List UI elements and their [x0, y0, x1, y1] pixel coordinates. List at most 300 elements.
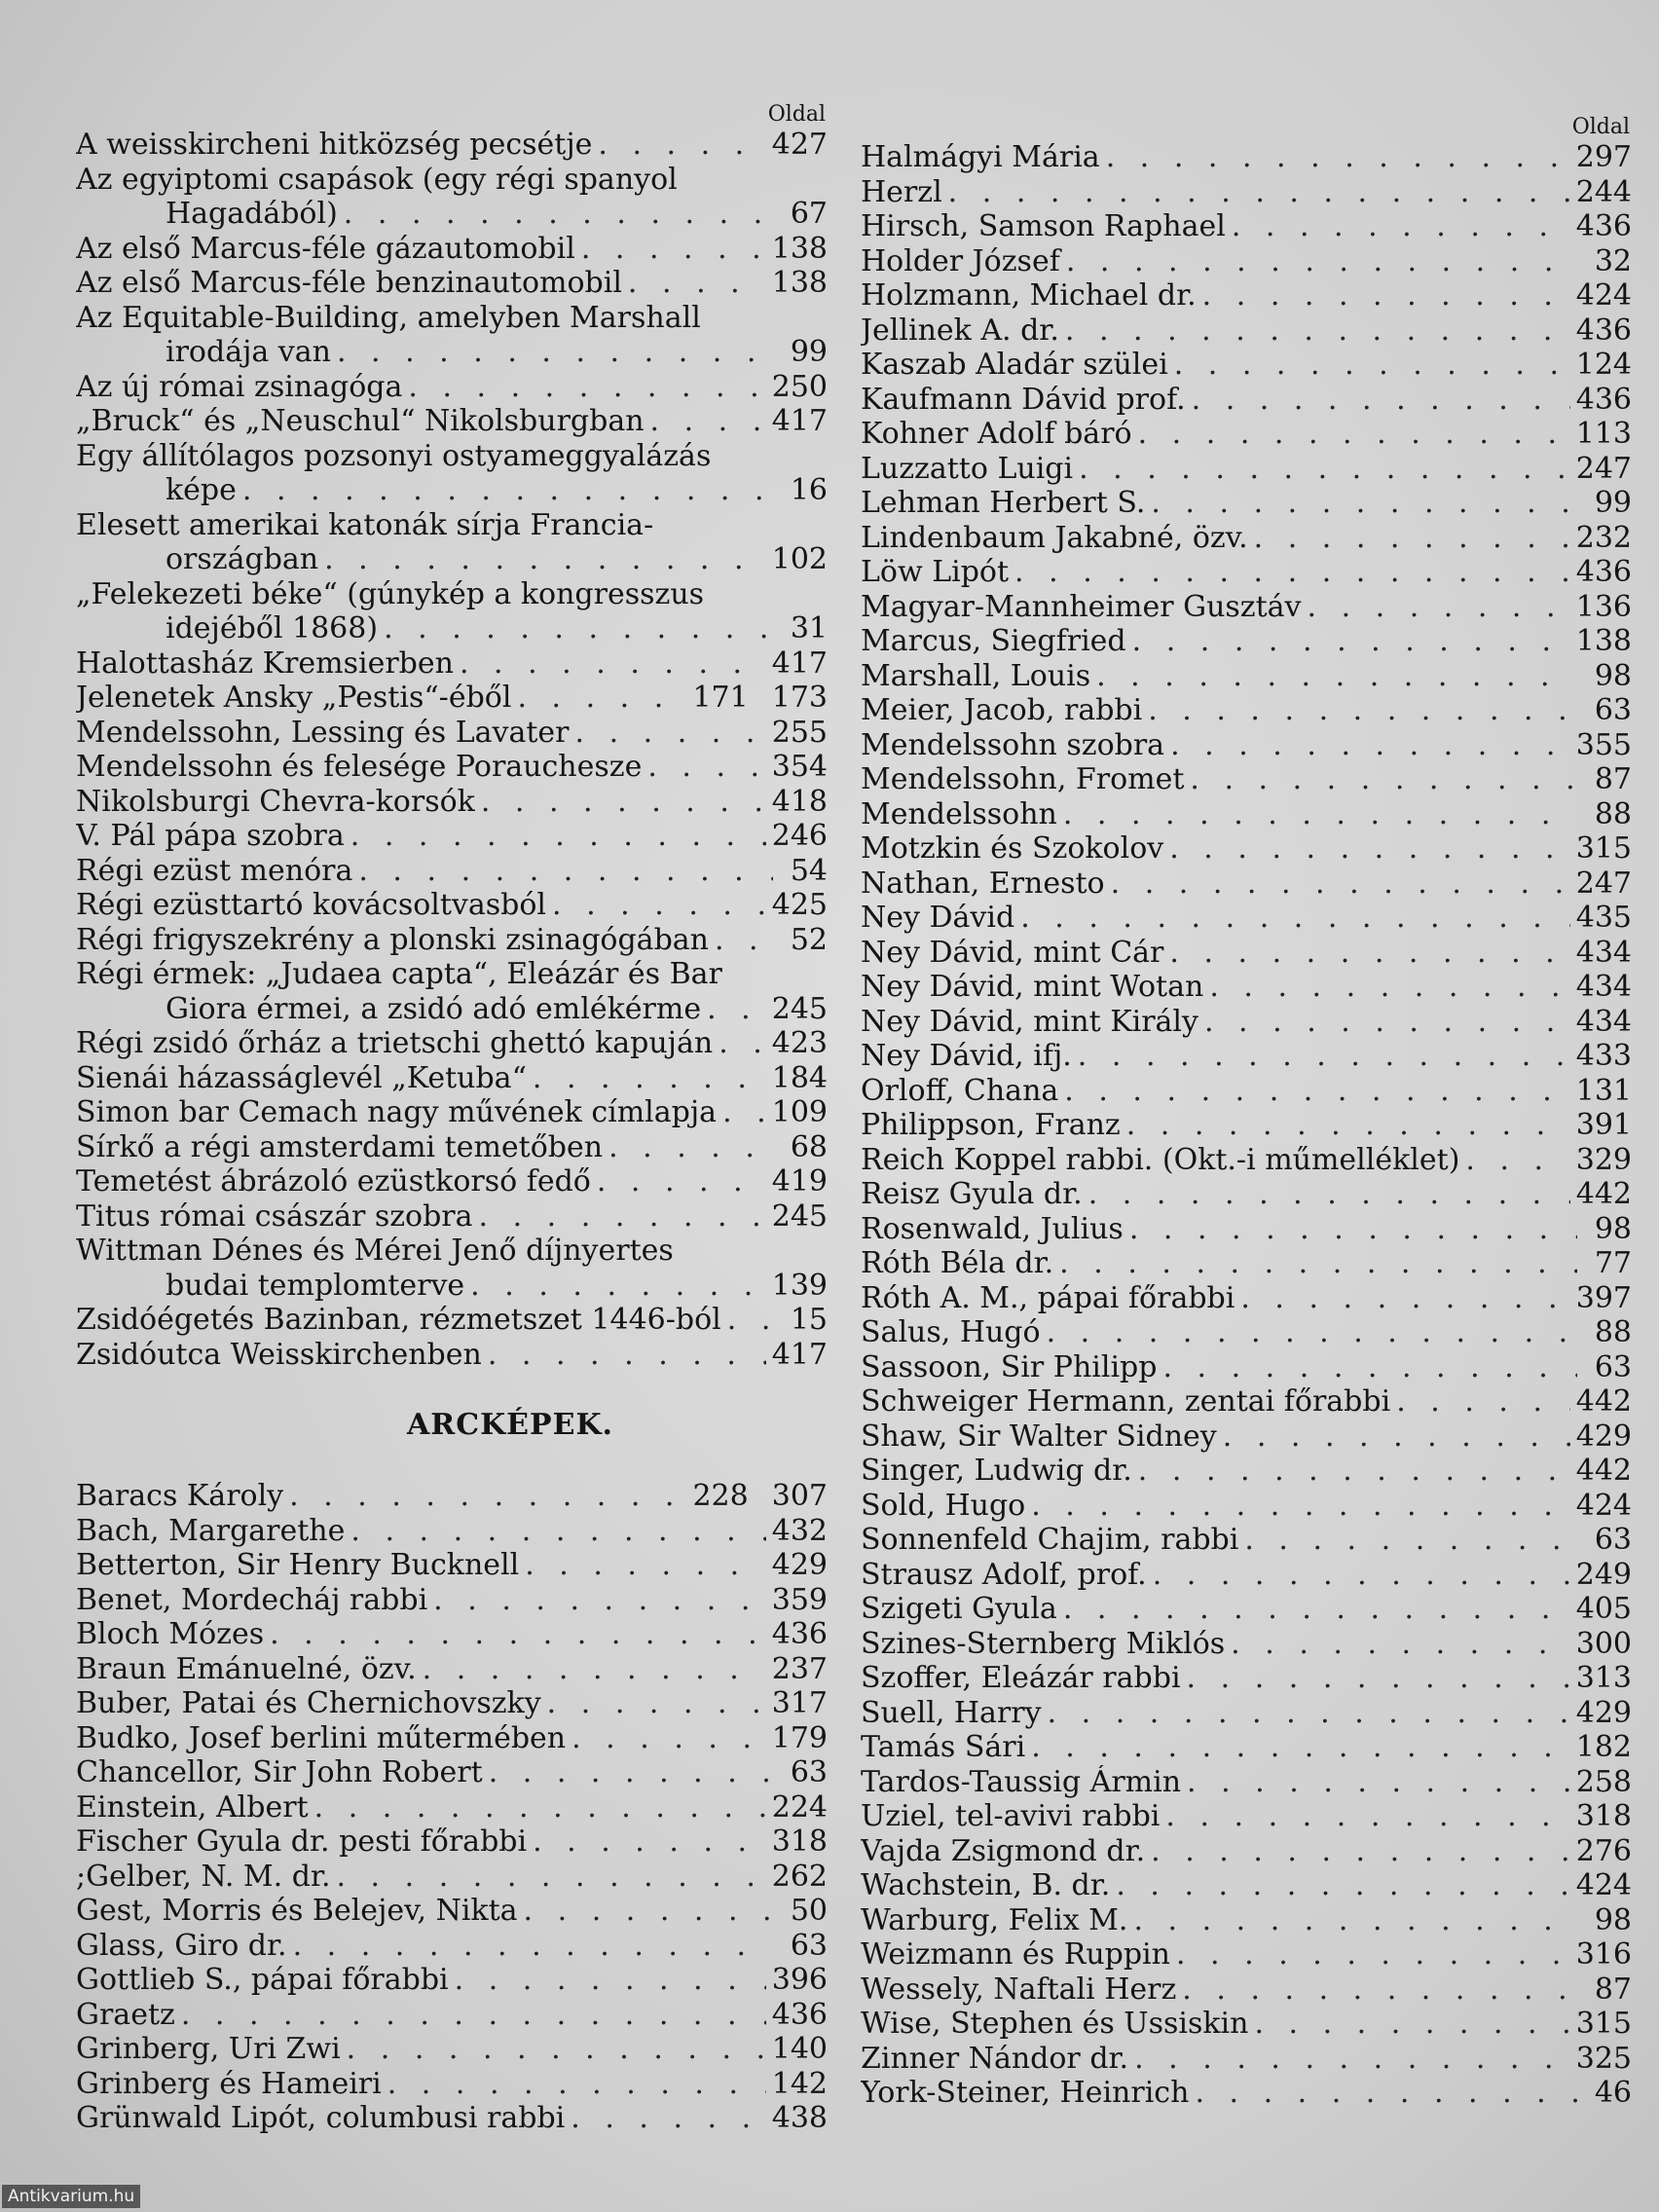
dot-leader: [1126, 1108, 1570, 1143]
entry-title: Buber, Patai és Chernichovszky: [76, 1686, 541, 1720]
entry-page: 429: [1575, 1695, 1632, 1730]
index-entry: [861, 383, 1632, 418]
entry-title: Hagadából): [166, 197, 338, 231]
dot-leader: [1176, 1937, 1570, 1972]
entry-title: Jelenetek Ansky „Pestis“-éből: [76, 681, 512, 715]
index-entry: [861, 1592, 1632, 1627]
entry-page: 136: [1575, 589, 1632, 624]
entry-page: 436: [1575, 209, 1632, 243]
index-entry: [76, 1755, 828, 1790]
index-entry: [76, 1061, 828, 1096]
entry-title: Az első Marcus-féle benzinautomobil: [76, 266, 622, 300]
entry-title: Einstein, Albert: [76, 1789, 309, 1825]
entry-title: Schweiger Hermann, zentai főrabbi: [861, 1384, 1391, 1419]
index-entry: [861, 693, 1632, 728]
entry-page: 316: [1575, 1937, 1632, 1972]
entry-page: 139: [771, 1268, 828, 1303]
entry-title: Mendelssohn szobra: [861, 727, 1165, 762]
entry-title: Mendelssohn: [861, 796, 1057, 831]
entry-page: 315: [1575, 2007, 1632, 2041]
index-entry: [861, 1696, 1632, 1731]
entry-page: 142: [771, 2066, 828, 2101]
entry-page: 442: [1575, 1454, 1632, 1488]
index-entry: [861, 659, 1632, 694]
entry-page-secondary: 171: [692, 681, 749, 715]
dot-leader: [1170, 728, 1570, 763]
dot-leader: [1187, 1661, 1570, 1696]
entry-page: 417: [771, 645, 828, 681]
entry-title: Shaw, Sir Walter Sidney: [861, 1419, 1217, 1454]
dot-leader: [1059, 1246, 1577, 1281]
entry-title: idejéből 1868): [166, 611, 379, 645]
dot-leader: [1148, 693, 1577, 728]
dot-leader: [1096, 659, 1577, 694]
entry-title: Singer, Ludwig dr.: [861, 1454, 1132, 1488]
entry-page: 397: [1575, 1280, 1632, 1315]
entry-title: „Bruck“ és „Neuschul“ Nikolsburgban: [76, 404, 645, 438]
entry-title: Egy állítólagos pozsonyi ostyameggyalázás: [76, 438, 712, 473]
entry-title: Sold, Hugo: [861, 1488, 1026, 1523]
dot-leader: [552, 888, 766, 923]
entry-page: 307: [771, 1479, 828, 1513]
entry-title: Gest, Morris és Belejev, Nikta: [76, 1894, 518, 1928]
index-entry: [76, 1338, 828, 1373]
entry-page: 99: [1594, 486, 1632, 520]
entry-page: 436: [1575, 313, 1632, 348]
page-column-header: Oldal: [767, 102, 826, 127]
entry-title: Betterton, Sir Henry Bucknell: [76, 1548, 520, 1582]
section-title: ARCKÉPEK.: [407, 1408, 613, 1442]
index-entry: [861, 1834, 1632, 1869]
dot-leader: [289, 1479, 681, 1514]
dot-leader: [1244, 1523, 1577, 1558]
dot-leader: [1151, 1834, 1570, 1869]
entry-page: 432: [771, 1513, 828, 1548]
index-entry: [861, 624, 1632, 659]
dot-leader: [1031, 1489, 1570, 1524]
entry-page: 354: [771, 750, 828, 784]
index-entry: [76, 2032, 828, 2067]
entry-title: Löw Lipót: [861, 555, 1010, 589]
index-entry: [76, 1095, 828, 1130]
entry-title: Halottasház Kremsierben: [76, 645, 454, 681]
entry-title: Ney Dávid: [861, 901, 1015, 935]
entry-page: 63: [1594, 1349, 1632, 1384]
portrait-list-continued: [861, 140, 1632, 2111]
entry-page: 359: [771, 1582, 828, 1617]
dot-leader: [350, 819, 766, 854]
index-entry: [861, 728, 1632, 763]
dot-leader: [481, 785, 766, 820]
index-entry: [861, 452, 1632, 487]
dot-leader: [1465, 1143, 1569, 1178]
dot-leader: [1129, 1212, 1577, 1247]
index-entry: [76, 542, 828, 577]
entry-page: 318: [1575, 1799, 1632, 1833]
entry-page: 250: [771, 369, 828, 404]
index-entry: [861, 1627, 1632, 1662]
dot-leader: [571, 2101, 765, 2136]
dot-leader: [242, 473, 773, 508]
entry-page: 173: [771, 681, 828, 715]
dot-leader: [387, 2067, 766, 2102]
entry-page: 63: [1594, 1523, 1632, 1557]
entry-title: Chancellor, Sir John Robert: [76, 1755, 483, 1789]
index-entry: [76, 232, 828, 267]
entry-page: 434: [1575, 1004, 1632, 1039]
entry-title: Zsidóutca Weisskirchenben: [76, 1337, 482, 1372]
index-entry: [861, 1281, 1632, 1316]
dot-leader: [1204, 1005, 1570, 1040]
entry-title: Salus, Hugó: [861, 1315, 1041, 1349]
entry-title: ;Gelber, N. M. dr.: [76, 1859, 331, 1894]
index-entry: [861, 1350, 1632, 1385]
entry-page: 232: [1575, 520, 1632, 555]
entry-title: Baracs Károly: [76, 1479, 284, 1513]
index-entry: [76, 750, 828, 785]
entry-page: 88: [1594, 1315, 1632, 1349]
index-entry: [76, 301, 828, 336]
entry-page: 436: [771, 1997, 828, 2032]
index-entry: [76, 1026, 828, 1061]
index-entry: [861, 1903, 1632, 1938]
entry-title: Régi zsidó őrház a trietschi ghettó kapuján: [76, 1026, 714, 1060]
dot-leader: [270, 1617, 766, 1652]
entry-page: 436: [1575, 555, 1632, 589]
dot-leader: [1308, 590, 1570, 625]
entry-title: Róth Béla dr.: [861, 1246, 1054, 1280]
dot-leader: [525, 1548, 766, 1583]
entry-title: Tardos-Taussig Ármin: [861, 1764, 1182, 1799]
entry-title: irodája van: [166, 335, 331, 369]
dot-leader: [1134, 2042, 1570, 2077]
index-entry: [861, 417, 1632, 452]
entry-title: Meier, Jacob, rabbi: [861, 693, 1143, 727]
entry-title: Zinner Nándor dr.: [861, 2041, 1129, 2076]
portrait-list: [76, 1479, 828, 2136]
entry-page: 249: [1575, 1557, 1632, 1592]
entry-title: Grinberg és Hameiri: [76, 2066, 382, 2101]
entry-page: 87: [1594, 762, 1632, 796]
entry-title: Suell, Harry: [861, 1695, 1042, 1730]
dot-leader: [1116, 1868, 1569, 1903]
watermark: Antikvarium.hu: [2, 2185, 140, 2208]
entry-page: 113: [1575, 417, 1632, 451]
dot-leader: [533, 1061, 766, 1096]
index-entry: [76, 577, 828, 612]
index-entry: [861, 521, 1632, 556]
index-entry: [76, 1860, 828, 1895]
dot-leader: [433, 1583, 766, 1618]
index-entry: [76, 1617, 828, 1652]
index-entry: [76, 1234, 828, 1269]
dot-leader: [581, 232, 766, 267]
dot-leader: [470, 1269, 766, 1304]
entry-title: Wittman Dénes és Mérei Jenő díjnyertes: [76, 1234, 674, 1268]
dot-leader: [347, 2032, 766, 2067]
dot-leader: [1174, 348, 1570, 383]
entry-page: 245: [771, 991, 828, 1026]
entry-page: 442: [1575, 1177, 1632, 1211]
entry-page: 245: [771, 1198, 828, 1234]
dot-leader: [460, 646, 766, 682]
dot-leader: [1187, 1765, 1570, 1800]
entry-title: Ney Dávid, ifj.: [861, 1039, 1072, 1073]
dot-leader: [358, 854, 773, 889]
entry-page: 88: [1594, 796, 1632, 831]
entry-title: Budko, Josef berlini műtermében: [76, 1720, 567, 1755]
dot-leader: [722, 1095, 766, 1130]
index-entry: [76, 1686, 828, 1721]
entry-page: 434: [1575, 935, 1632, 970]
entry-page: 140: [771, 2032, 828, 2066]
index-entry: [76, 370, 828, 405]
dot-leader: [324, 542, 766, 577]
entry-title: Marcus, Siegfried: [861, 624, 1126, 658]
dot-leader: [533, 1825, 766, 1860]
index-entry: [76, 508, 828, 543]
entry-title: Régi érmek: „Judaea capta“, Eleázár és Bar: [76, 957, 722, 991]
entry-page: 87: [1594, 1972, 1632, 2007]
entry-title: Az Equitable-Building, amelyben Marshall: [76, 300, 701, 335]
entry-page: 124: [1575, 348, 1632, 382]
entry-title: Marshall, Louis: [861, 658, 1091, 693]
index-entry: [861, 175, 1632, 210]
dot-leader: [423, 1652, 766, 1687]
dot-leader: [489, 1755, 773, 1790]
index-entry: [861, 1246, 1632, 1281]
dot-leader: [1066, 244, 1577, 279]
entry-title: Rosenwald, Julius: [861, 1211, 1124, 1246]
entry-title: Róth A. M., pápai főrabbi: [861, 1280, 1235, 1315]
index-entry: [861, 209, 1632, 244]
entry-page: 32: [1594, 243, 1632, 278]
index-entry: [76, 1929, 828, 1964]
index-entry: [861, 1558, 1632, 1593]
index-entry: [76, 2067, 828, 2102]
dot-leader: [1088, 1177, 1570, 1212]
dot-leader: [1065, 313, 1570, 349]
dot-leader: [1232, 209, 1570, 244]
entry-title: Lehman Herbert S.: [861, 486, 1146, 520]
entry-title: Weizmann és Ruppin: [861, 1937, 1170, 1972]
dot-leader: [628, 266, 766, 301]
entry-page: 435: [1575, 901, 1632, 935]
entry-page: 405: [1575, 1592, 1632, 1626]
index-entry: [76, 197, 828, 232]
index-entry: [76, 1548, 828, 1583]
dot-leader: [293, 1929, 773, 1964]
index-entry: [76, 1199, 828, 1235]
entry-page: 429: [1575, 1419, 1632, 1454]
index-entry: [861, 936, 1632, 971]
entry-title: Grinberg, Uri Zwi: [76, 2032, 341, 2066]
entry-page: 138: [771, 266, 828, 300]
dot-leader: [1047, 1315, 1577, 1350]
entry-page: 63: [790, 1928, 828, 1963]
entry-title: Jellinek A. dr.: [861, 313, 1059, 348]
index-entry: [76, 1963, 828, 1998]
entry-title: Bloch Mózes: [76, 1617, 265, 1651]
index-entry: [861, 1074, 1632, 1109]
entry-page: 68: [790, 1129, 828, 1164]
dot-leader: [1133, 1903, 1577, 1938]
index-entry: [861, 348, 1632, 383]
entry-title: Fischer Gyula dr. pesti főrabbi: [76, 1825, 528, 1859]
entry-page: 247: [1575, 451, 1632, 486]
dot-leader: [1396, 1384, 1570, 1419]
dot-leader: [715, 923, 773, 958]
entry-page: 419: [771, 1164, 828, 1198]
entry-page: 355: [1575, 727, 1632, 762]
index-entry: [76, 1652, 828, 1687]
entry-title: Simon bar Cemach nagy művének címlapja: [76, 1095, 718, 1129]
dot-leader: [1209, 970, 1569, 1005]
index-entry: [861, 1108, 1632, 1143]
dot-leader: [727, 1303, 773, 1338]
entry-page: 63: [1594, 693, 1632, 727]
entry-title: Kaufmann Dávid prof.: [861, 382, 1186, 417]
dot-leader: [650, 404, 766, 439]
entry-title: Kohner Adolf báró: [861, 417, 1132, 451]
entry-title: Nikolsburgi Chevra-korsók: [76, 784, 475, 819]
entry-title: Wachstein, B. dr.: [861, 1868, 1111, 1902]
entry-title: Reisz Gyula dr.: [861, 1177, 1083, 1211]
dot-leader: [1231, 1627, 1570, 1662]
index-entry: [76, 1894, 828, 1929]
index-entry: [861, 2042, 1632, 2077]
index-entry: [76, 1479, 828, 1514]
entry-page: 396: [771, 1963, 828, 1997]
entry-title: Halmágyi Mária: [861, 140, 1100, 174]
entry-title: Giora érmei, a zsidó adó emlékérme: [166, 991, 702, 1026]
entry-title: Sonnenfeld Chajim, rabbi: [861, 1523, 1239, 1557]
entry-page: 31: [790, 611, 828, 645]
entry-title: Nathan, Ernesto: [861, 866, 1105, 901]
entry-title: Uziel, tel-avivi rabbi: [861, 1799, 1161, 1833]
index-entry: [861, 831, 1632, 866]
entry-page: 262: [771, 1859, 828, 1894]
entry-page: 109: [771, 1095, 828, 1129]
entry-page: 46: [1594, 2076, 1632, 2110]
entry-title: Az egyiptomi csapások (egy régi spanyol: [76, 162, 678, 197]
entry-title: Holzmann, Michael dr.: [861, 278, 1197, 313]
entry-title: Régi ezüst menóra: [76, 853, 353, 888]
entry-page: 300: [1575, 1626, 1632, 1661]
index-entry: [76, 266, 828, 301]
entry-title: Herzl: [861, 174, 942, 209]
index-entry: [76, 128, 828, 163]
entry-page: 184: [771, 1060, 828, 1095]
entry-title: Zsidóégetés Bazinban, rézmetszet 1446-ból: [76, 1303, 721, 1337]
index-entry: [861, 1765, 1632, 1800]
entry-title: Wise, Stephen és Ussiskin: [861, 2007, 1249, 2041]
index-entry: [861, 1454, 1632, 1489]
index-entry: [861, 555, 1632, 590]
index-entry: [76, 819, 828, 854]
index-entry: [76, 854, 828, 889]
entry-page: 417: [771, 404, 828, 438]
entry-page-secondary: 228: [692, 1479, 749, 1513]
entry-page: 138: [1575, 624, 1632, 658]
entry-title: Kaszab Aladár szülei: [861, 348, 1168, 382]
dot-leader: [181, 1998, 766, 2033]
index-entry: [861, 2007, 1632, 2042]
index-entry: [76, 1269, 828, 1304]
dot-leader: [1223, 1419, 1570, 1455]
dot-leader: [1014, 555, 1570, 590]
entry-page: 417: [771, 1337, 828, 1372]
dot-leader: [408, 370, 765, 405]
index-entry: [861, 244, 1632, 279]
entry-title: Luzzatto Luigi: [861, 451, 1074, 486]
dot-leader: [1192, 383, 1570, 418]
entry-title: budai templomterve: [166, 1268, 465, 1303]
index-entry: [76, 1583, 828, 1618]
index-entry: [76, 1790, 828, 1825]
dot-leader: [647, 750, 765, 785]
entry-page: 255: [771, 715, 828, 750]
entry-title: Ney Dávid, mint Király: [861, 1004, 1198, 1039]
dot-leader: [350, 1514, 765, 1549]
dot-leader: [337, 335, 773, 370]
index-entry: [861, 1212, 1632, 1247]
index-entry: [861, 2076, 1632, 2111]
entry-title: Strausz Adolf, prof.: [861, 1557, 1147, 1592]
entry-title: Titus római császár szobra: [76, 1198, 473, 1234]
index-entry: [76, 681, 828, 716]
entry-title: Vajda Zsigmond dr.: [861, 1833, 1146, 1868]
dot-leader: [597, 1164, 766, 1199]
index-entry: [76, 785, 828, 820]
entry-page: 427: [771, 128, 828, 162]
dot-leader: [1240, 1281, 1569, 1316]
index-entry: [76, 1514, 828, 1549]
index-entry: [861, 901, 1632, 936]
entry-title: Bach, Margarethe: [76, 1513, 346, 1548]
entry-page: 15: [790, 1303, 828, 1337]
index-entry: [76, 611, 828, 646]
index-entry: [861, 1419, 1632, 1455]
index-entry: [861, 313, 1632, 349]
dot-leader: [707, 992, 766, 1027]
dot-leader: [1202, 278, 1570, 313]
entry-title: Az első Marcus-féle gázautomobil: [76, 231, 575, 266]
index-entry: [861, 1799, 1632, 1834]
index-entry: [861, 1039, 1632, 1074]
entry-title: Orloff, Chana: [861, 1073, 1059, 1108]
dot-leader: [524, 1894, 773, 1929]
entry-page: 179: [771, 1720, 828, 1755]
entry-page: 99: [790, 335, 828, 369]
page-column-header: Oldal: [1571, 115, 1630, 139]
left-column: [76, 102, 828, 2136]
entry-title: Gottlieb S., pápai főrabbi: [76, 1963, 449, 1997]
dot-leader: [1182, 1972, 1577, 2008]
index-entry: [861, 486, 1632, 521]
entry-title: Mendelssohn, Lessing és Lavater: [76, 715, 570, 750]
index-entry: [76, 646, 828, 682]
dot-leader: [1254, 521, 1570, 556]
entry-title: Glass, Giro dr.: [76, 1928, 287, 1963]
entry-title: York-Steiner, Heinrich: [861, 2076, 1190, 2110]
dot-leader: [1151, 486, 1577, 521]
dot-leader: [1078, 1039, 1570, 1074]
index-entry: [861, 1005, 1632, 1040]
entry-title: Elesett amerikai katonák sírja Francia-: [76, 507, 654, 542]
index-entry: [861, 1868, 1632, 1903]
index-entry: [861, 1730, 1632, 1765]
